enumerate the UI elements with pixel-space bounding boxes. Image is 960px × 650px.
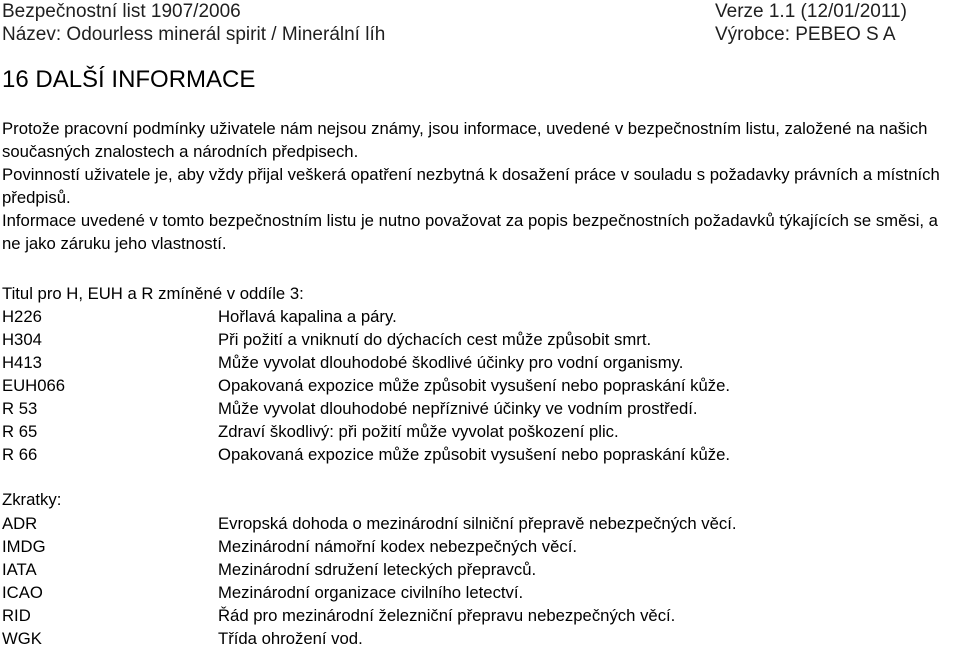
- phrase-code: H304: [2, 330, 42, 349]
- abbreviation-row: [2, 604, 952, 627]
- abbreviation-code: ICAO: [2, 583, 43, 602]
- abbreviation-code: IMDG: [2, 537, 46, 556]
- document-header: [2, 0, 918, 46]
- phrase-text: Opakovaná expozice může způsobit vysušení nebo popraskání kůže.: [218, 445, 731, 464]
- phrase-code: H413: [2, 353, 42, 372]
- phrase-text: Zdraví škodlivý: při požití může vyvolat poškození plic.: [218, 422, 619, 441]
- phrase-row: [2, 443, 952, 466]
- phrase-code: EUH066: [2, 376, 66, 395]
- paragraph-user-duty: Povinností uživatele je, aby vždy přijal veškerá opatření nezbytná k dosažení práce v souladu s požadavky právních a místních předpisů.: [2, 165, 940, 207]
- phrase-code: H226: [2, 307, 42, 326]
- document-title: Bezpečnostní list 1907/2006: [2, 1, 241, 22]
- abbreviation-code: IATA: [2, 560, 37, 579]
- phrases-list: [2, 305, 952, 466]
- abbreviation-text: Řád pro mezinárodní železniční přepravu nebezpečných věcí.: [218, 606, 676, 625]
- abbreviations-heading: Zkratky:: [2, 490, 62, 509]
- abbreviation-row: [2, 512, 952, 535]
- abbreviation-text: Třída ohrožení vod.: [218, 629, 363, 648]
- phrase-code: R 53: [2, 399, 38, 418]
- paragraph-conditions: Protože pracovní podmínky uživatele nám nejsou známy, jsou informace, uvedené v bezpečnostním listu, založené na našich současných znalostech a národních předpisech.: [2, 119, 928, 161]
- abbreviation-code: ADR: [2, 514, 38, 533]
- abbreviation-row: [2, 535, 952, 558]
- phrase-row: [2, 351, 952, 374]
- phrase-row: [2, 374, 952, 397]
- product-name: Název: Odourless minerál spirit / Minerální líh: [2, 24, 386, 45]
- abbreviation-text: Mezinárodní sdružení leteckých přepravců.: [218, 560, 537, 579]
- abbreviation-row: [2, 581, 952, 604]
- manufacturer: Výrobce: PEBEO S A: [715, 24, 896, 45]
- abbreviation-text: Mezinárodní námořní kodex nebezpečných věcí.: [218, 537, 577, 556]
- phrase-text: Hořlavá kapalina a páry.: [218, 307, 397, 326]
- document-version: Verze 1.1 (12/01/2011): [715, 1, 907, 22]
- phrase-code: R 66: [2, 445, 38, 464]
- header-row-bottom: [2, 23, 918, 46]
- section-title: 16 DALŠÍ INFORMACE: [2, 66, 256, 93]
- phrase-row: [2, 305, 952, 328]
- phrase-row: [2, 397, 952, 420]
- abbreviation-text: Evropská dohoda o mezinárodní silniční přepravě nebezpečných věcí.: [218, 514, 737, 533]
- phrase-text: Může vyvolat dlouhodobé škodlivé účinky pro vodní organismy.: [218, 353, 684, 372]
- phrase-text: Při požití a vniknutí do dýchacích cest může způsobit smrt.: [218, 330, 652, 349]
- phrase-text: Může vyvolat dlouhodobé nepříznivé účinky ve vodním prostředí.: [218, 399, 698, 418]
- info-paragraphs: [2, 117, 954, 255]
- abbreviation-text: Mezinárodní organizace civilního letectví.: [218, 583, 524, 602]
- abbreviation-code: WGK: [2, 629, 42, 648]
- abbreviation-row: [2, 627, 952, 650]
- phrase-text: Opakovaná expozice může způsobit vysušení nebo popraskání kůže.: [218, 376, 731, 395]
- header-row-top: [2, 0, 918, 23]
- phrase-row: [2, 328, 952, 351]
- abbreviations-list: [2, 512, 952, 650]
- phrase-code: R 65: [2, 422, 38, 441]
- abbreviation-code: RID: [2, 606, 31, 625]
- phrase-row: [2, 420, 952, 443]
- abbreviation-row: [2, 558, 952, 581]
- paragraph-disclaimer: Informace uvedené v tomto bezpečnostním listu je nutno považovat za popis bezpečnostních požadavků týkajících se směsi, a ne jako záruku jeho vlastností.: [2, 211, 938, 253]
- phrases-heading: Titul pro H, EUH a R zmíněné v oddíle 3:: [2, 284, 304, 303]
